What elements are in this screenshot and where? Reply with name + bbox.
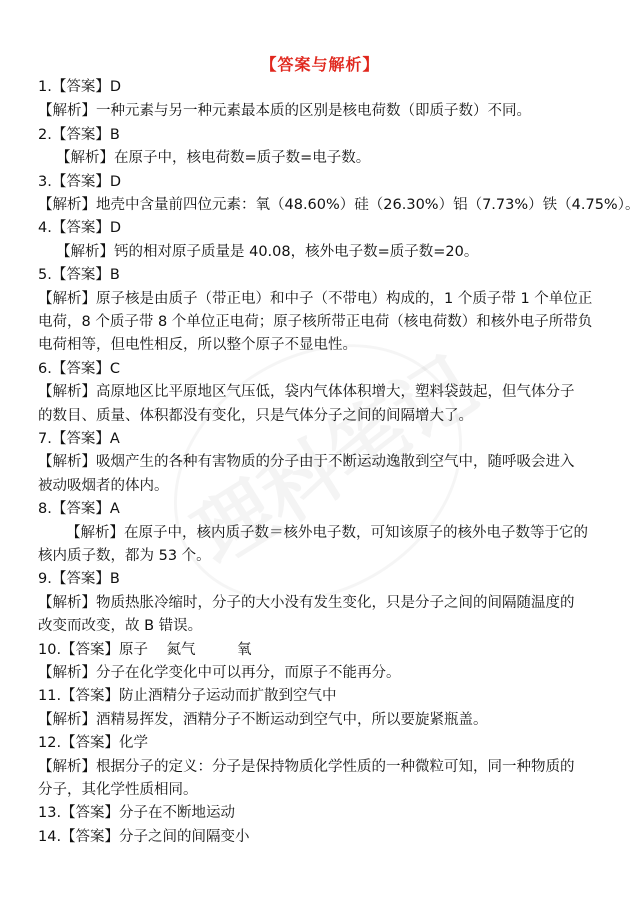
explanation-line: 分子，其化学性质相同。: [38, 782, 198, 798]
explanation-line: 【解析】物质热胀冷缩时，分子的大小没有发生变化，只是分子之间的间隔随温度的: [38, 595, 575, 611]
answer-line: 10.【答案】原子 氮气 氧: [38, 642, 252, 658]
explanation-line: 【解析】分子在化学变化中可以再分，而原子不能再分。: [38, 665, 401, 681]
page-title: 【答案与解析】: [260, 55, 380, 74]
answer-line: 8.【答案】A: [38, 501, 120, 517]
answer-line: 2.【答案】B: [38, 127, 120, 143]
explanation-line: 核内质子数，都为 53 个。: [38, 548, 211, 564]
answer-line: 12.【答案】化学: [38, 735, 149, 751]
explanation-line: 【解析】在原子中，核电荷数=质子数=电子数。: [56, 150, 371, 166]
answer-line: 6.【答案】C: [38, 361, 120, 377]
explanation-line: 电荷相等，但电性相反，所以整个原子不显电性。: [38, 337, 357, 353]
explanation-line: 【解析】高原地区比平原地区气压低，袋内气体体积增大，塑料袋鼓起，但气体分子: [38, 384, 575, 400]
answer-line: 3.【答案】D: [38, 174, 121, 190]
explanation-line: 【解析】一种元素与另一种元素最本质的区别是核电荷数（即质子数）不同。: [38, 103, 531, 119]
answer-line: 9.【答案】B: [38, 571, 120, 587]
explanation-line: 电荷，8 个质子带 8 个单位正电荷；原子核所带正电荷（核电荷数）和核外电子所带负: [38, 314, 593, 330]
explanation-line: 【解析】吸烟产生的各种有害物质的分子由于不断运动逸散到空气中，随呼吸会进入: [38, 454, 575, 470]
explanation-line: 【解析】酒精易挥发，酒精分子不断运动到空气中，所以要旋紧瓶盖。: [38, 712, 488, 728]
explanation-line: 【解析】钙的相对原子质量是 40.08，核外电子数=质子数=20。: [56, 244, 479, 260]
answer-line: 13.【答案】分子在不断地运动: [38, 805, 236, 821]
explanation-line: 【解析】地壳中含量前四位元素：氧（48.60%）硅（26.30%）铝（7.73%）铁（4.75%）。: [38, 197, 640, 213]
explanation-line: 【解析】在原子中，核内质子数＝核外电子数，可知该原子的核外电子数等于它的: [66, 525, 588, 541]
explanation-line: 被动吸烟者的体内。: [38, 478, 169, 494]
answer-line: 7.【答案】A: [38, 431, 120, 447]
answer-line: 11.【答案】防止酒精分子运动而扩散到空气中: [38, 688, 337, 704]
answer-line: 1.【答案】D: [38, 79, 121, 95]
explanation-line: 【解析】原子核是由质子（带正电）和中子（不带电）构成的，1 个质子带 1 个单位正: [38, 291, 593, 307]
explanation-line: 的数目、质量、体积都没有变化，只是气体分子之间的间隔增大了。: [38, 408, 473, 424]
answer-line: 5.【答案】B: [38, 267, 120, 283]
explanation-line: 改变而改变，故 B 错误。: [38, 618, 203, 634]
explanation-line: 【解析】根据分子的定义：分子是保持物质化学性质的一种微粒可知，同一种物质的: [38, 759, 575, 775]
answer-line: 4.【答案】D: [38, 220, 121, 236]
answer-line: 14.【答案】分子之间的间隔变小: [38, 829, 250, 845]
